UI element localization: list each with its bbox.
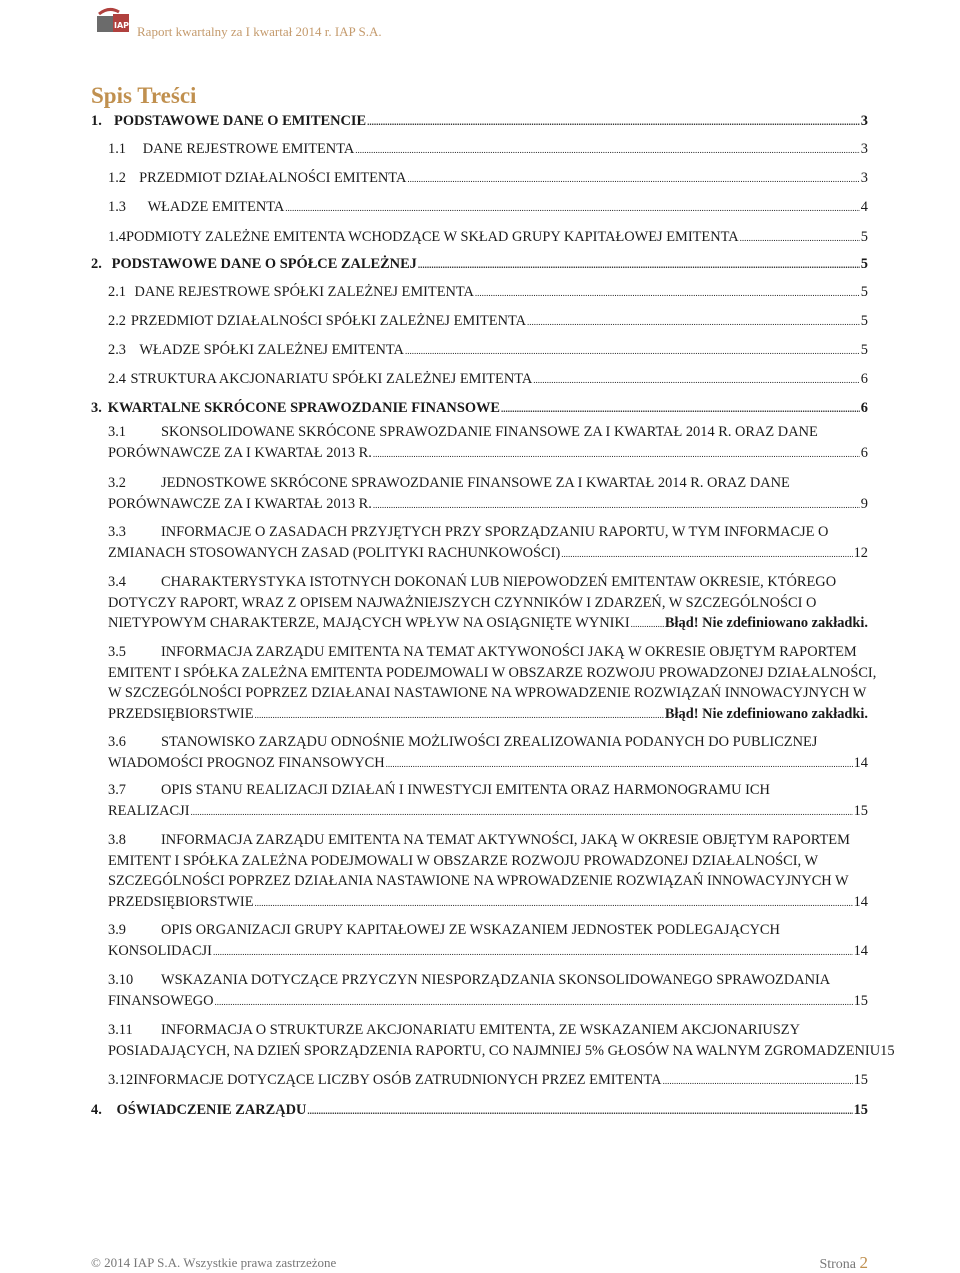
toc-entry[interactable]	[91, 1101, 868, 1122]
toc-entry[interactable]	[108, 370, 868, 391]
toc-entry-number: 1.3	[108, 199, 126, 215]
toc-entry-number: 1.1	[108, 141, 126, 157]
toc-entry-page: 3	[860, 113, 868, 129]
toc-entry-number: 1.2	[108, 170, 126, 186]
toc-leader-dots	[213, 942, 853, 962]
toc-entry-page: 4	[860, 199, 868, 215]
toc-leader-dots	[631, 614, 664, 634]
toc-entry-number: 2.	[91, 256, 102, 272]
toc-entry-title: INFORMACJE DOTYCZĄCE LICZBY OSÓB ZATRUDNIONYCH PRZEZ EMITENTA	[133, 1072, 662, 1088]
toc-entry-page: 15	[853, 1072, 868, 1088]
toc-entry[interactable]	[108, 781, 868, 822]
toc-leader-dots	[373, 495, 860, 515]
toc-leader-dots	[373, 444, 860, 464]
toc-leader-dots	[255, 893, 853, 913]
toc-leader-dots	[561, 544, 852, 564]
toc-entry[interactable]	[108, 198, 868, 219]
toc-entry-page: 14	[853, 754, 868, 771]
toc-entry-title: SZCZEGÓLNOŚCI POPRZEZ DZIAŁANIA NASTAWIONE NA WPROWADZENIE ROZWIĄZAŃ INNOWACYJNYCH W	[108, 873, 849, 889]
toc-entry-title: OŚWIADCZENIE ZARZĄDU	[116, 1102, 307, 1118]
toc-entry-title: PRZEDMIOT DZIAŁALNOŚCI SPÓŁKI ZALEŻNEJ EMITENTA	[130, 313, 527, 329]
toc-entry-title: CHARAKTERYSTYKA ISTOTNYCH DOKONAŃ LUB NIEPOWODZEŃ EMITENTAW OKRESIE, KTÓREGO	[161, 574, 837, 590]
toc-entry-number: 3.12	[108, 1072, 134, 1088]
toc-entry-page: 5	[860, 256, 868, 272]
toc-entry-page: 15	[853, 1102, 868, 1118]
toc-entry[interactable]	[91, 399, 868, 420]
toc-entry-title: PRZEDSIĘBIORSTWIE	[108, 893, 254, 910]
toc-entry-page: 6	[860, 400, 868, 416]
toc-leader-dots	[407, 169, 859, 189]
toc-entry-number: 4.	[91, 1102, 102, 1118]
toc-heading: Spis Treści	[91, 83, 197, 108]
footer-copyright: © 2014 IAP S.A. Wszystkie prawa zastrzeżone	[91, 1255, 337, 1270]
toc-entry[interactable]	[108, 169, 868, 190]
toc-leader-dots	[255, 705, 664, 725]
toc-entry[interactable]	[108, 523, 868, 564]
toc-entry-title: WIADOMOŚCI PROGNOZ FINANSOWYCH	[108, 754, 385, 771]
toc-entry-page: Błąd! Nie zdefiniowano zakładki.	[664, 615, 868, 631]
toc-leader-dots	[740, 228, 860, 248]
toc-entry-title: KWARTALNE SKRÓCONE SPRAWOZDANIE FINANSOWE	[107, 400, 501, 416]
toc-leader-dots	[367, 112, 860, 132]
toc-entry-page: 9	[860, 495, 868, 512]
toc-entry-number: 2.1	[108, 284, 126, 300]
toc-entry-page: 5	[860, 284, 868, 300]
toc-entry-number: 3.9	[108, 922, 126, 938]
toc-entry[interactable]	[108, 1071, 868, 1092]
toc-entry-title: KONSOLIDACJI	[108, 942, 212, 959]
footer-page-indicator	[819, 1253, 868, 1273]
toc-entry[interactable]	[108, 283, 868, 304]
toc-entry-title: PORÓWNAWCZE ZA I KWARTAŁ 2013 R.	[108, 444, 372, 461]
toc-entry-number: 3.	[91, 400, 102, 416]
toc-entry-title: ZMIANACH STOSOWANYCH ZASAD (POLITYKI RACHUNKOWOŚCI)	[108, 544, 561, 561]
toc-entry-title: POSIADAJĄCYCH, NA DZIEŃ SPORZĄDZENIA RAPORTU, CO NAJMNIEJ 5% GŁOSÓW NA WALNYM ZGROMADZENIU	[108, 1042, 881, 1059]
toc-leader-dots	[405, 341, 860, 361]
toc-leader-dots	[307, 1101, 852, 1121]
toc-entry-page: 6	[860, 371, 868, 387]
footer-page-label: Strona	[819, 1257, 856, 1272]
toc-leader-dots	[527, 312, 860, 332]
toc-entry[interactable]	[91, 112, 868, 133]
toc-entry-title: FINANSOWEGO	[108, 992, 214, 1009]
toc-entry-title: PORÓWNAWCZE ZA I KWARTAŁ 2013 R.	[108, 495, 372, 512]
toc-entry-title: INFORMACJA ZARZĄDU EMITENTA NA TEMAT AKTYWONOŚCI JAKĄ W OKRESIE OBJĘTYM RAPORTEM	[161, 644, 857, 660]
toc-entry-title: EMITENT I SPÓŁKA ZALEŻNA EMITENTA PODEJMOWALI W OBSZARZE ROZWOJU PROWADZONEJ DZIAŁALNOŚCI,	[108, 664, 877, 681]
toc-entry-title: PRZEDMIOT DZIAŁALNOŚCI EMITENTA	[139, 170, 407, 186]
toc-entry-title: NIETYPOWYM CHARAKTERZE, MAJĄCYCH WPŁYW NA OSIĄGNIĘTE WYNIKI	[108, 615, 630, 631]
toc-entry[interactable]	[108, 1021, 895, 1062]
toc-entry-title: INFORMACJA O STRUKTURZE AKCJONARIATU EMITENTA, ZE WSKAZANIEM AKCJONARIUSZY	[161, 1022, 800, 1038]
toc-entry-page: 6	[860, 444, 868, 461]
toc-entry-title: PODSTAWOWE DANE O SPÓŁCE ZALEŻNEJ	[111, 256, 417, 272]
toc-entry-title: WSKAZANIA DOTYCZĄCE PRZYCZYN NIESPORZĄDZANIA SKONSOLIDOWANEGO SPRAWOZDANIA	[161, 972, 831, 988]
toc-entry-title: WŁADZE EMITENTA	[147, 199, 285, 215]
toc-entry-title: PODMIOTY ZALEŻNE EMITENTA WCHODZĄCE W SKŁAD GRUPY KAPITAŁOWEJ EMITENTA	[126, 229, 739, 245]
toc-entry-title: REALIZACJI	[108, 802, 190, 819]
toc-entry[interactable]	[108, 341, 868, 362]
toc-leader-dots	[191, 802, 853, 822]
toc-leader-dots	[355, 140, 860, 160]
toc-leader-dots	[533, 370, 860, 390]
footer-page-number: 2	[859, 1253, 868, 1272]
toc-entry[interactable]	[108, 140, 868, 161]
toc-entry-number: 3.5	[108, 644, 126, 660]
toc-entry[interactable]	[91, 255, 868, 276]
toc-entry-number: 3.6	[108, 734, 126, 750]
toc-entry[interactable]	[108, 474, 868, 515]
toc-entry[interactable]	[108, 312, 868, 333]
toc-entry[interactable]	[108, 228, 868, 249]
toc-entry[interactable]	[108, 573, 868, 635]
toc-entry[interactable]	[108, 971, 868, 1012]
toc-entry[interactable]	[108, 921, 868, 962]
toc-entry-page: 15	[853, 802, 868, 819]
toc-entry-number: 3.1	[108, 424, 126, 440]
toc-leader-dots	[501, 399, 860, 419]
toc-entry-number: 2.2	[108, 313, 126, 329]
toc-entry-title: PODSTAWOWE DANE O EMITENCIE	[114, 113, 367, 129]
toc-entry-number: 3.11	[108, 1022, 133, 1038]
toc-entry-title: PRZEDSIĘBIORSTWIE	[108, 705, 254, 722]
toc-entry-title: OPIS STANU REALIZACJI DZIAŁAŃ I INWESTYCJI EMITENTA ORAZ HARMONOGRAMU ICH	[161, 782, 770, 798]
toc-entry-title: DANE REJESTROWE SPÓŁKI ZALEŻNEJ EMITENTA	[134, 284, 474, 300]
toc-entry[interactable]	[108, 423, 868, 464]
toc-entry[interactable]	[108, 733, 868, 774]
toc-entry-title: DOTYCZY RAPORT, WRAZ Z OPISEM NAJWAŻNIEJSZYCH CZYNNIKÓW I ZDARZEŃ, W SZCZEGÓLNOŚCI O	[108, 594, 817, 611]
toc-entry-title: SKONSOLIDOWANE SKRÓCONE SPRAWOZDANIE FINANSOWE ZA I KWARTAŁ 2014 R. ORAZ DANE	[161, 424, 818, 440]
toc-entry-title: WŁADZE SPÓŁKI ZALEŻNEJ EMITENTA	[139, 342, 404, 358]
toc-entry-page: 14	[853, 942, 868, 959]
toc-entry-page: 14	[853, 893, 868, 910]
toc-entry-number: 3.10	[108, 972, 134, 988]
toc-entry-number: 3.4	[108, 574, 126, 590]
toc-leader-dots	[475, 283, 860, 303]
toc-entry[interactable]	[108, 831, 868, 913]
toc-leader-dots	[285, 198, 860, 218]
toc-leader-dots	[418, 255, 860, 275]
toc-entry-page: 3	[860, 170, 868, 186]
toc-entry-page: 5	[860, 229, 868, 245]
toc-entry-page: 15	[880, 1042, 895, 1059]
toc-entry-page: 12	[853, 544, 868, 561]
toc-entry-number: 2.4	[108, 371, 126, 387]
toc-entry-page: 3	[860, 141, 868, 157]
toc-entry-number: 3.7	[108, 782, 126, 798]
toc-leader-dots	[663, 1071, 853, 1091]
toc-entry-number: 3.3	[108, 524, 126, 540]
toc-entry-number: 1.	[91, 113, 102, 129]
toc-entry-number: 2.3	[108, 342, 126, 358]
toc-entry[interactable]	[108, 643, 877, 725]
toc-entry-title: STRUKTURA AKCJONARIATU SPÓŁKI ZALEŻNEJ EMITENTA	[130, 371, 533, 387]
svg-text:IAP: IAP	[114, 21, 130, 30]
toc-entry-number: 3.8	[108, 832, 126, 848]
toc-entry-page: 5	[860, 313, 868, 329]
toc-entry-page: Błąd! Nie zdefiniowano zakładki.	[664, 705, 868, 722]
toc-leader-dots	[386, 754, 853, 774]
toc-leader-dots	[215, 992, 853, 1012]
toc-entry-page: 15	[853, 992, 868, 1009]
running-title: Raport kwartalny za I kwartał 2014 r. IAP S.A.	[137, 24, 382, 39]
toc-entry-title: STANOWISKO ZARZĄDU ODNOŚNIE MOŻLIWOŚCI ZREALIZOWANIA PODANYCH DO PUBLICZNEJ	[161, 734, 818, 750]
toc-entry-title: INFORMACJA ZARZĄDU EMITENTA NA TEMAT AKTYWNOŚCI, JAKĄ W OKRESIE OBJĘTYM RAPORTEM	[161, 832, 850, 848]
toc-entry-title: W SZCZEGÓLNOŚCI POPRZEZ DZIAŁANAI NASTAWIONE NA WPROWADZENIE ROZWIĄZAŃ INNOWACYJNYCH W	[108, 685, 867, 701]
toc-entry-number: 3.2	[108, 475, 126, 491]
toc-entry-title: JEDNOSTKOWE SKRÓCONE SPRAWOZDANIE FINANSOWE ZA I KWARTAŁ 2014 R. ORAZ DANE	[161, 475, 790, 491]
toc-entry-title: OPIS ORGANIZACJI GRUPY KAPITAŁOWEJ ZE WSKAZANIEM JEDNOSTEK PODLEGAJĄCYCH	[161, 922, 780, 938]
toc-entry-number: 1.4	[108, 229, 126, 245]
toc-entry-page: 5	[860, 342, 868, 358]
toc-entry-title: EMITENT I SPÓŁKA ZALEŻNA PODEJMOWALI W OBSZARZE ROZWOJU PROWADZONEJ DZIAŁALNOŚCI, W	[108, 852, 819, 869]
toc-entry-title: DANE REJESTROWE EMITENTA	[142, 141, 355, 157]
toc-entry-title: INFORMACJE O ZASADACH PRZYJĘTYCH PRZY SPORZĄDZANIU RAPORTU, W TYM INFORMACJE O	[161, 524, 829, 540]
